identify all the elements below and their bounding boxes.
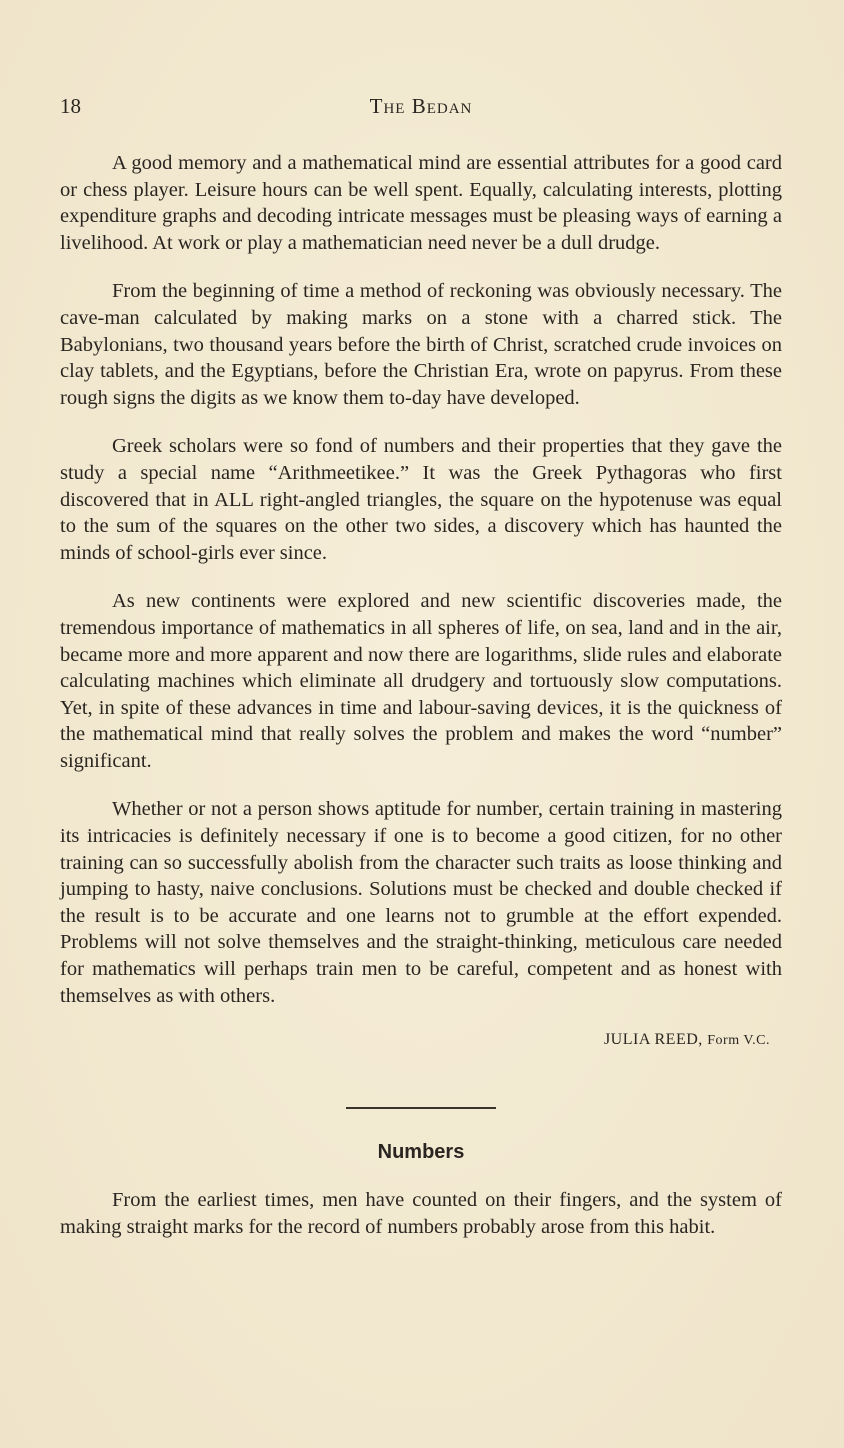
paragraph-reckoning: From the beginning of time a method of reckoning was obviously necessary. The cave-man calculated by making marks on a stone with a charred stick. The Babylonians, two thousand years before the birth of Christ, scratched crude invoices on clay tablets, and the Egyptians, before the Christian Era, wrote on papyrus. From these rough signs the digits as we know them to-day have developed.	[60, 280, 782, 409]
paragraph-numbers: From the earliest times, men have counted on their fingers, and the system of making straight marks for the record of numbers probably arose from this habit.	[60, 1189, 782, 1238]
paragraph-greek-scholars: Greek scholars were so fond of numbers and their properties that they gave the study a special name “Arithmeetikee.” It was the Greek Pythagoras who first discovered that in ALL right-angled triangles, the square on the hypotenuse was equal to the sum of the squares on the other two sides, a discovery which has haunted the minds of school-girls ever since.	[60, 435, 782, 564]
paragraph-new-continents: As new continents were explored and new scientific discoveries made, the tremendous importance of mathematics in all spheres of life, on sea, land and in the air, became more and more apparent and now there are logarithms, slide rules and elaborate calculating machines which eliminate all drudgery and tortuously slow computations. Yet, in spite of these advances in time and labour-saving devices, it is the quickness of the mathematical mind that really solves the problem and makes the word “number” significant.	[60, 590, 782, 772]
paragraph-training: Whether or not a person shows aptitude for number, certain training in mastering its intricacies is definitely necessary if one is to become a good citizen, for no other training can so successfully abolish from the character such traits as loose thinking and jumping to hasty, naive conclusions. Solutions must be checked and double checked if the result is to be accurate and one learns not to grumble at the effort expended. Problems will not solve themselves and the straight-thinking, meticulous care needed for mathematics will perhaps train men to be careful, competent and as honest with themselves as with others.	[60, 798, 782, 1007]
paragraph-memory: A good memory and a mathematical mind are essential attributes for a good card or chess player. Leisure hours can be well spent. Equally, calculating interests, plotting expenditure graphs and decoding intricate messages must be pleasing ways of earning a livelihood. At work or play a mathematician need never be a dull drudge.	[60, 152, 782, 254]
page-header	[60, 94, 782, 124]
author-form: Form V.C.	[707, 1033, 770, 1049]
section-heading: Numbers	[377, 1141, 465, 1164]
running-title: The Bedan	[369, 94, 473, 118]
article-body	[60, 150, 782, 1262]
author-signature	[60, 1027, 770, 1053]
author-name: JULIA REED,	[603, 1031, 703, 1049]
page-number: 18	[60, 94, 81, 118]
section-divider	[346, 1107, 496, 1109]
